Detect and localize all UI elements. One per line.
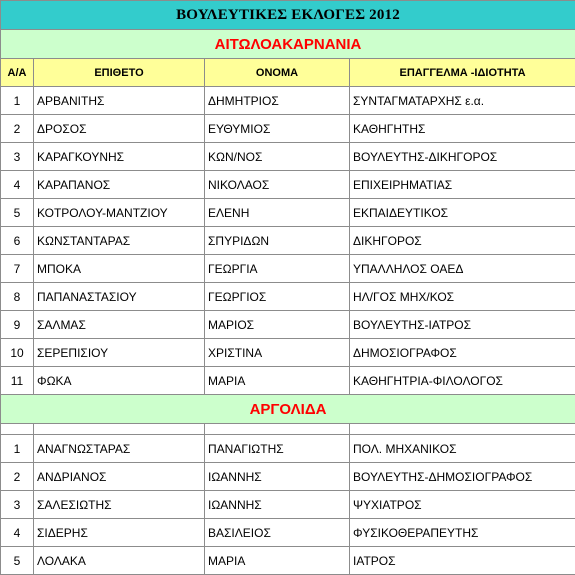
table-row: [1, 143, 575, 171]
title-row: [1, 1, 575, 30]
cell-surname: ΣΕΡΕΠΙΣΙΟΥ: [34, 339, 205, 367]
cell-profession: ΙΑΤΡΟΣ: [350, 547, 575, 575]
cell-aa: 3: [1, 143, 34, 171]
cell-name: ΕΥΘΥΜΙΟΣ: [205, 115, 350, 143]
table-row: [1, 491, 575, 519]
spacer-cell: [34, 424, 205, 435]
cell-profession: ΥΠΑΛΛΗΛΟΣ ΟΑΕΔ: [350, 255, 575, 283]
cell-surname: ΣΑΛΜΑΣ: [34, 311, 205, 339]
table-row: [1, 199, 575, 227]
cell-surname: ΑΝΔΡΙΑΝΟΣ: [34, 463, 205, 491]
cell-surname: ΣΙΔΕΡΗΣ: [34, 519, 205, 547]
cell-surname: ΜΠΟΚΑ: [34, 255, 205, 283]
table-row: [1, 519, 575, 547]
cell-name: ΣΠΥΡΙΔΩΝ: [205, 227, 350, 255]
cell-surname: ΦΩΚΑ: [34, 367, 205, 395]
cell-profession: ΠΟΛ. ΜΗΧΑΝΙΚΟΣ: [350, 435, 575, 463]
spacer-cell: [1, 424, 34, 435]
cell-aa: 1: [1, 435, 34, 463]
cell-aa: 5: [1, 199, 34, 227]
cell-surname: ΣΑΛΕΣΙΩΤΗΣ: [34, 491, 205, 519]
table-row: [1, 339, 575, 367]
cell-profession: ΦΥΣΙΚΟΘΕΡΑΠΕΥΤΗΣ: [350, 519, 575, 547]
cell-name: ΓΕΩΡΓΙΑ: [205, 255, 350, 283]
cell-surname: ΚΟΤΡΟΛΟΥ-ΜΑΝΤΖΙΟΥ: [34, 199, 205, 227]
cell-profession: ΔΗΜΟΣΙΟΓΡΑΦΟΣ: [350, 339, 575, 367]
region-row: [1, 30, 575, 59]
cell-aa: 5: [1, 547, 34, 575]
header-row: [1, 59, 575, 87]
cell-name: ΧΡΙΣΤΙΝΑ: [205, 339, 350, 367]
cell-aa: 3: [1, 491, 34, 519]
cell-name: ΠΑΝΑΓΙΩΤΗΣ: [205, 435, 350, 463]
cell-profession: ΗΛ/ΓΟΣ ΜΗΧ/ΚΟΣ: [350, 283, 575, 311]
cell-aa: 4: [1, 519, 34, 547]
cell-name: ΝΙΚΟΛΑΟΣ: [205, 171, 350, 199]
spacer-row: [1, 424, 575, 435]
cell-profession: ΣΥΝΤΑΓΜΑΤΑΡΧΗΣ ε.α.: [350, 87, 575, 115]
cell-aa: 7: [1, 255, 34, 283]
cell-aa: 1: [1, 87, 34, 115]
cell-aa: 2: [1, 463, 34, 491]
cell-name: ΒΑΣΙΛΕΙΟΣ: [205, 519, 350, 547]
region-row: [1, 395, 575, 424]
cell-aa: 8: [1, 283, 34, 311]
cell-name: ΜΑΡΙΑ: [205, 547, 350, 575]
table-row: [1, 463, 575, 491]
cell-profession: ΨΥΧΙΑΤΡΟΣ: [350, 491, 575, 519]
table-row: [1, 283, 575, 311]
page-title: ΒΟΥΛΕΥΤΙΚΕΣ ΕΚΛΟΓΕΣ 2012: [1, 1, 575, 30]
spacer-cell: [205, 424, 350, 435]
cell-name: ΜΑΡΙΟΣ: [205, 311, 350, 339]
cell-surname: ΔΡΟΣΟΣ: [34, 115, 205, 143]
cell-profession: ΚΑΘΗΓΗΤΗΣ: [350, 115, 575, 143]
cell-surname: ΚΑΡΑΓΚΟΥΝΗΣ: [34, 143, 205, 171]
cell-profession: ΕΠΙΧΕΙΡΗΜΑΤΙΑΣ: [350, 171, 575, 199]
cell-aa: 11: [1, 367, 34, 395]
cell-aa: 9: [1, 311, 34, 339]
table-row: [1, 115, 575, 143]
cell-profession: ΒΟΥΛΕΥΤΗΣ-ΔΗΜΟΣΙΟΓΡΑΦΟΣ: [350, 463, 575, 491]
table-row: [1, 87, 575, 115]
table-row: [1, 367, 575, 395]
cell-profession: ΕΚΠΑΙΔΕΥΤΙΚΟΣ: [350, 199, 575, 227]
cell-name: ΙΩΑΝΝΗΣ: [205, 491, 350, 519]
cell-surname: ΠΑΠΑΝΑΣΤΑΣΙΟΥ: [34, 283, 205, 311]
region-title: ΑΡΓΟΛΙΔΑ: [1, 395, 575, 424]
region-title: ΑΙΤΩΛΟΑΚΑΡΝΑΝΙΑ: [1, 30, 575, 59]
cell-profession: ΒΟΥΛΕΥΤΗΣ-ΔΙΚΗΓΟΡΟΣ: [350, 143, 575, 171]
cell-aa: 6: [1, 227, 34, 255]
cell-surname: ΑΡΒΑΝΙΤΗΣ: [34, 87, 205, 115]
cell-name: ΔΗΜΗΤΡΙΟΣ: [205, 87, 350, 115]
cell-profession: ΒΟΥΛΕΥΤΗΣ-ΙΑΤΡΟΣ: [350, 311, 575, 339]
cell-name: ΓΕΩΡΓΙΟΣ: [205, 283, 350, 311]
cell-aa: 10: [1, 339, 34, 367]
cell-surname: ΑΝΑΓΝΩΣΤΑΡΑΣ: [34, 435, 205, 463]
cell-surname: ΚΑΡΑΠΑΝΟΣ: [34, 171, 205, 199]
spacer-cell: [350, 424, 575, 435]
cell-name: ΚΩΝ/ΝΟΣ: [205, 143, 350, 171]
cell-name: ΙΩΑΝΝΗΣ: [205, 463, 350, 491]
header-name: ΟΝΟΜΑ: [205, 59, 350, 87]
cell-profession: ΚΑΘΗΓΗΤΡΙΑ-ΦΙΛΟΛΟΓΟΣ: [350, 367, 575, 395]
table-row: [1, 255, 575, 283]
cell-name: ΕΛΕΝΗ: [205, 199, 350, 227]
table-row: [1, 227, 575, 255]
header-surname: ΕΠΙΘΕΤΟ: [34, 59, 205, 87]
cell-surname: ΛΟΛΑΚΑ: [34, 547, 205, 575]
table-row: [1, 435, 575, 463]
cell-aa: 2: [1, 115, 34, 143]
header-aa: Α/Α: [1, 59, 34, 87]
table-row: [1, 311, 575, 339]
header-profession: ΕΠΑΓΓΕΛΜΑ -ΙΔΙΟΤΗΤΑ: [350, 59, 575, 87]
cell-surname: ΚΩΝΣΤΑΝΤΑΡΑΣ: [34, 227, 205, 255]
cell-profession: ΔΙΚΗΓΟΡΟΣ: [350, 227, 575, 255]
table-row: [1, 171, 575, 199]
cell-aa: 4: [1, 171, 34, 199]
cell-name: ΜΑΡΙΑ: [205, 367, 350, 395]
